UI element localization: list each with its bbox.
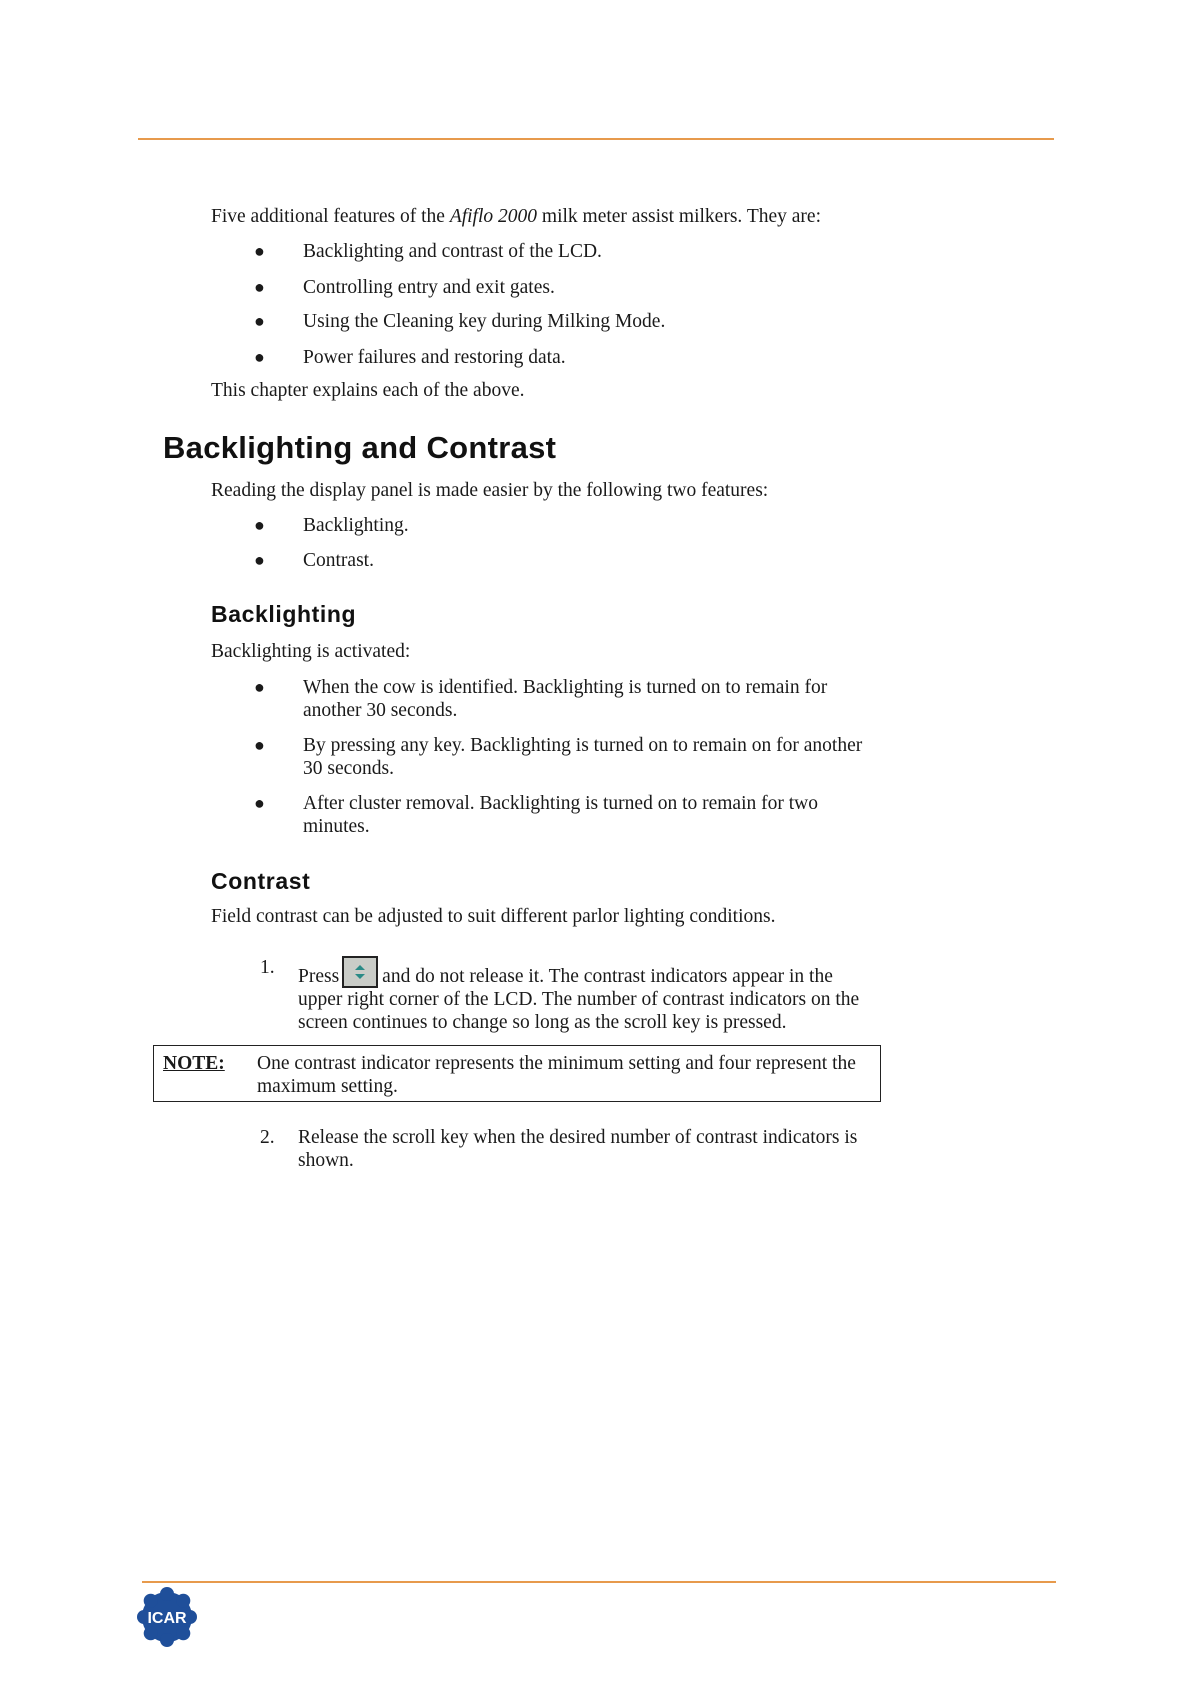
section-title: Backlighting and Contrast <box>163 430 557 465</box>
note-box <box>153 1045 881 1102</box>
list-item: Contrast. <box>303 550 374 571</box>
backlighting-title: Backlighting <box>211 601 357 627</box>
contrast-intro: Field contrast can be adjusted to suit different parlor lighting conditions. <box>211 906 776 927</box>
step-1-press: Press <box>298 966 340 987</box>
list-item: Power failures and restoring data. <box>303 347 566 368</box>
list-item: Backlighting. <box>303 515 409 536</box>
bullet-icon: ● <box>254 550 265 570</box>
bullet-icon: ● <box>254 347 265 367</box>
bullet-icon: ● <box>254 241 265 261</box>
contrast-title: Contrast <box>211 868 311 894</box>
product-name: Afiflo 2000 <box>449 206 538 227</box>
intro-text-after: milk meter assist milkers. They are: <box>537 206 821 227</box>
intro-text-before: Five additional features of the <box>211 206 450 227</box>
bullet-icon: ● <box>254 677 265 697</box>
intro-closing: This chapter explains each of the above. <box>211 380 525 401</box>
bullet-icon: ● <box>254 277 265 297</box>
footer-rule <box>142 1581 1056 1583</box>
list-item: When the cow is identified. Backlighting is turned on to remain for another 30 seconds. <box>303 677 828 721</box>
bullet-icon: ● <box>254 793 265 813</box>
logo-text: ICAR <box>147 1610 187 1627</box>
header-rule <box>138 138 1054 140</box>
scroll-key-icon <box>342 956 378 988</box>
note-text: One contrast indicator represents the minimum setting and four represent the maximum setting. <box>257 1053 856 1097</box>
list-item: Backlighting and contrast of the LCD. <box>303 241 602 262</box>
list-item: Controlling entry and exit gates. <box>303 277 555 298</box>
step-number: 2. <box>260 1127 275 1148</box>
step-1-text <box>298 956 878 1034</box>
icar-logo <box>136 1586 198 1648</box>
step-number: 1. <box>260 957 275 978</box>
bullet-icon: ● <box>254 735 265 755</box>
intro-paragraph <box>211 205 821 228</box>
note-label: NOTE: <box>163 1053 225 1074</box>
step-2-text: Release the scroll key when the desired number of contrast indicators is shown. <box>298 1127 858 1171</box>
step-1-rest: and do not release it. The contrast indicators appear in the upper right corner of the LCD. The number of contrast indicators on the screen continues to change so long as the scroll key is pressed. <box>298 966 860 1033</box>
list-item: Using the Cleaning key during Milking Mode. <box>303 311 666 332</box>
backlighting-intro: Backlighting is activated: <box>211 641 411 662</box>
section-intro: Reading the display panel is made easier by the following two features: <box>211 480 769 501</box>
list-item: By pressing any key. Backlighting is turned on to remain on for another 30 seconds. <box>303 735 863 779</box>
list-item: After cluster removal. Backlighting is turned on to remain for two minutes. <box>303 793 818 837</box>
bullet-icon: ● <box>254 515 265 535</box>
bullet-icon: ● <box>254 311 265 331</box>
